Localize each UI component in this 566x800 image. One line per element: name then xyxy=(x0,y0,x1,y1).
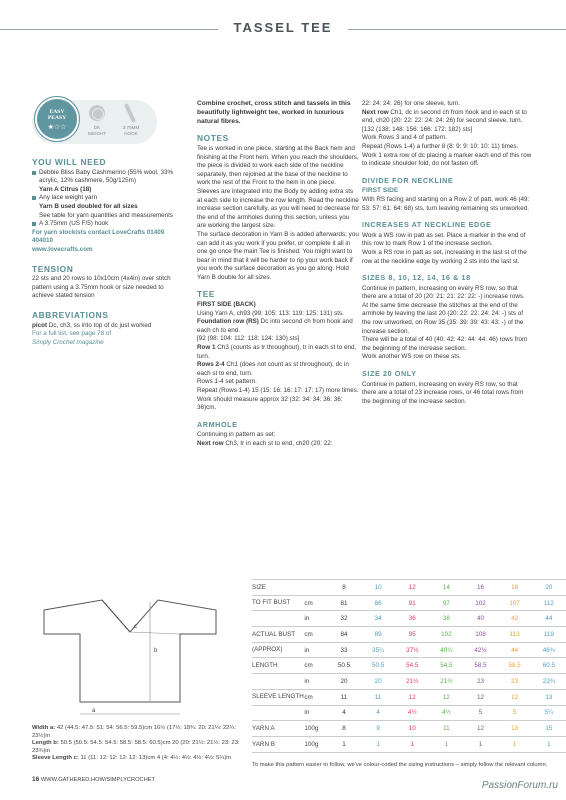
size-table-row xyxy=(252,595,566,611)
size-table-cell: 5 xyxy=(498,705,532,721)
size-table-row xyxy=(252,627,566,643)
size-table-cell: 119 xyxy=(532,627,566,643)
size-table-cell: 13 xyxy=(532,689,566,705)
size-table-cell: 50.5 xyxy=(327,658,361,674)
size-table-cell: 15 xyxy=(532,721,566,737)
first-side-heading: FIRST SIDE (BACK) xyxy=(197,301,256,309)
divide-heading: DIVIDE FOR NECKLINE xyxy=(362,175,454,185)
size-table-cell: 40 xyxy=(463,611,497,627)
tension-heading: TENSION xyxy=(32,263,74,274)
size-table-cell: 23¾ xyxy=(532,674,566,690)
size-table-cell: 84 xyxy=(327,627,361,643)
intro-text: Combine crochet, cross stitch and tassels in this beautifully lightweight tee, worked in luxurious natural fibres. xyxy=(197,100,351,125)
size-table-unit: 100g xyxy=(304,736,327,752)
size-table-cell: 89 xyxy=(361,627,395,643)
size-table-label: ACTUAL BUST xyxy=(252,627,304,643)
size-table-unit: cm xyxy=(304,658,327,674)
measure-b-label: b xyxy=(154,648,158,654)
size-table-cell: 1 xyxy=(463,736,497,752)
title-bar xyxy=(0,20,566,40)
armhole-heading: ARMHOLE xyxy=(197,419,238,429)
size-table-cell: 12 xyxy=(429,689,463,705)
table-note: To make this pattern easier to follow, we've colour-coded the sizing instructions – simply follow the relevant column. xyxy=(252,762,548,768)
size-table-cell: 11 xyxy=(429,721,463,737)
tee-schematic-diagram xyxy=(30,590,230,720)
size-table-row xyxy=(252,705,566,721)
size-table-label: YARN A xyxy=(252,721,304,737)
size-table-cell: 108 xyxy=(463,627,497,643)
size-table-cell: 50.5 xyxy=(361,658,395,674)
sizes-text-2: There will be a total of 40 (40: 42: 42: 44: 44: 46) rows from the beginning of the increase section. xyxy=(362,336,528,352)
first-side-text: With RS facing and starting on a Row 2 of patt, work 46 (49: 53: 57: 61: 64: 68) sts, turn leaving remaining sts unworked. xyxy=(362,195,530,212)
size-table-row xyxy=(252,611,566,627)
size-table-cell: 102 xyxy=(463,595,497,611)
size-table-cell: 16 xyxy=(463,580,497,596)
size-table-unit: 100g xyxy=(304,721,327,737)
tee-heading: TEE xyxy=(197,289,216,300)
size-table-cell: 20 xyxy=(532,580,566,596)
size-table-cell: 5 xyxy=(463,705,497,721)
size-table-cell: 97 xyxy=(429,595,463,611)
size-table-cell: 21½ xyxy=(395,674,429,690)
size-table-cell: 44 xyxy=(532,611,566,627)
size-table-row xyxy=(252,736,566,752)
size-table-cell: 13 xyxy=(498,721,532,737)
website-link[interactable]: www.lovecrafts.com xyxy=(32,245,93,253)
size-table-cell: 35¼ xyxy=(361,642,395,658)
increases-text: Work a WS row in patt as set. Place a marker in the end of this row to mark Row 1 of the increase section. xyxy=(362,231,526,248)
size-table xyxy=(252,579,566,753)
need-item: Debbie Bliss Baby Cashmerino (55% wool, 33% acrylic, 12% cashmere, 50g/125m) xyxy=(32,169,177,186)
size-table-label xyxy=(252,705,304,721)
size-table-row xyxy=(252,658,566,674)
measure-a-label: a xyxy=(92,708,96,714)
size-table-cell: 12 xyxy=(463,689,497,705)
measure-c-line xyxy=(130,632,180,634)
notes-text-2: The surface decoration in Yarn B is added afterwards; you can add it as you work if you prefer, or complete it all in one go once the main Tee is finished. You might want to bear in mind that it will be harder to rip your work back if you work the surface decoration as you go along. Hold Yarn B double for all sizes. xyxy=(197,230,359,281)
size-table-unit: in xyxy=(304,705,327,721)
size-table-unit: cm xyxy=(304,689,327,705)
size-table-cell: 20 xyxy=(327,674,361,690)
size-table-unit: in xyxy=(304,611,327,627)
increases-text-2: Work a RS row in patt as set, increasing in the last st of the row at the neckline edge by working 2 sts into the last st. xyxy=(362,248,527,265)
repeat-text: Repeat (Rows 1-4) 15 (15: 16: 16: 17: 17: 17) more times. Work should measure approx 32 (32: 34: 34: 36: 36: 36)cm. xyxy=(197,387,359,412)
size-table-cell: 102 xyxy=(429,627,463,643)
size-table-cell: 1 xyxy=(429,736,463,752)
yarn-weight-label: DK WEIGHT xyxy=(87,125,107,136)
size-table-row xyxy=(252,642,566,658)
size-table-cell: 33 xyxy=(327,642,361,658)
footer-url: WWW.GATHERED.HOW/SIMPLYCROCHET xyxy=(40,777,155,783)
size-table-cell: 12 xyxy=(395,689,429,705)
skill-level-badge xyxy=(35,97,79,141)
abbreviations-heading: ABBREVIATIONS xyxy=(32,309,109,320)
size-table-cell: 20 xyxy=(361,674,395,690)
measurements-text xyxy=(32,725,247,763)
armhole-text: Continuing in pattern as set: xyxy=(197,431,276,439)
need-item: Any lace weight yarn xyxy=(32,194,177,203)
tee-outline xyxy=(44,600,216,702)
tension-text: 22 sts and 20 rows to 10x10cm (4x4in) over stitch pattern using a 3.75mm hook or size needed to achieve stated tension xyxy=(32,275,171,300)
size-table-label xyxy=(252,611,304,627)
hook-size-label: 3.75MM HOOK xyxy=(122,125,140,136)
size-table-row xyxy=(252,721,566,737)
rows-2-4: Rows 2-4 Ch1 (does not count as st throughout), dc in each st to end, turn. xyxy=(197,361,349,377)
page-title: TASSEL TEE xyxy=(233,20,333,35)
need-item-note: See table for yarn quantities and measurements xyxy=(39,211,174,219)
need-item: A 3.75mm (US F/5) hook xyxy=(32,220,177,229)
size-table-row xyxy=(252,580,566,596)
size-table-cell: 44 xyxy=(498,642,532,658)
size-table-cell: 54.5 xyxy=(395,658,429,674)
next-row: Next row Ch3, tr in each st to end, ch20 (20: 22: xyxy=(197,439,333,447)
row-1: Row 1 Ch3 (counts as tr throughout), tr in each st to end, turn. xyxy=(197,344,357,360)
size-table-cell: 18 xyxy=(498,580,532,596)
badge-line2: PEASY xyxy=(47,115,67,121)
rows-3-4: Work Rows 3 and 4 of pattern. xyxy=(362,134,447,142)
measure-a: Width a: 42 (44.5: 47.5: 51: 54: 56.5: 59.5)cm 16½ (17½: 18¾: 20: 21¼: 22¼: 23½)in xyxy=(32,725,236,739)
need-item-yarn-a: Yarn A Citrus (18) xyxy=(39,185,92,193)
size-table-cell: 8 xyxy=(327,580,361,596)
size-table-cell: 9 xyxy=(361,721,395,737)
page-number: 16 xyxy=(32,776,40,783)
continued-text: 22: 24: 24: 26) for one sleeve, turn. xyxy=(362,100,461,107)
size-table-cell: 12 xyxy=(498,689,532,705)
size-table-cell: 42½ xyxy=(463,642,497,658)
need-item-yarn-b: Yarn B used doubled for all sizes xyxy=(39,202,138,210)
size-table-unit xyxy=(304,580,327,596)
size-table-cell: 5¼ xyxy=(532,705,566,721)
size-table-cell: 11 xyxy=(327,689,361,705)
abbreviation-magazine: Simply Crochet magazine xyxy=(32,338,104,346)
stockists-text: For yarn stockists contact LoveCrafts 01409 404010 xyxy=(32,228,165,245)
size-table-cell: 38 xyxy=(429,611,463,627)
rows-set-pattern: Rows 1-4 set pattern. xyxy=(197,378,257,386)
size-table-cell: 86 xyxy=(361,595,395,611)
size-table-cell: 12 xyxy=(395,580,429,596)
size-table-cell: 23 xyxy=(498,674,532,690)
size-table-cell: 54.5 xyxy=(429,658,463,674)
size-table-cell: 11 xyxy=(361,689,395,705)
size-table-cell: 91 xyxy=(395,595,429,611)
size-table-row xyxy=(252,674,566,690)
notes-heading: NOTES xyxy=(197,133,229,144)
using-text: Using Yarn A, ch93 (99: 105: 113: 119: 125: 131) sts. xyxy=(197,309,344,317)
yarn-ball-icon xyxy=(89,105,105,121)
size-table-unit: cm xyxy=(304,627,327,643)
foundation-row: Foundation row (RS) Dc into second ch from hook and each ch to end. xyxy=(197,318,353,334)
size-table-cell: 81 xyxy=(327,595,361,611)
size-table-cell: 37½ xyxy=(395,642,429,658)
size-table-cell: 8 xyxy=(327,721,361,737)
size-table-cell: 40¼ xyxy=(429,642,463,658)
badge-line1: EASY xyxy=(49,109,65,115)
size-table-cell: 32 xyxy=(327,611,361,627)
size-table-cell: 58.5 xyxy=(498,658,532,674)
page-footer xyxy=(32,776,155,783)
increases-heading: INCREASES AT NECKLINE EDGE xyxy=(362,220,492,230)
measure-c: Sleeve Length c: 11 (11: 12: 12: 12: 12: 13)cm 4 (4: 4½: 4½: 4½: 4½: 5¼)in xyxy=(32,755,231,762)
size-table-row xyxy=(252,689,566,705)
sizes-text: Continue in pattern, increasing on every RS row, so that there are a total of 20 (20: 21: 21: 22: 22: -) increase rows. At the same time decrease the stitches at the end of the armhole by leaving the last 20 (20: 22: 22: 24: 24: -) sts of the row unworked, on Row 35 (35: 39: 39: 43: 43: -) of the increase section. xyxy=(362,284,525,335)
size-table-label: (APPROX) xyxy=(252,642,304,658)
size-table-cell: 107 xyxy=(498,595,532,611)
size-table-cell: 60.5 xyxy=(532,658,566,674)
size-table-label: YARN B xyxy=(252,736,304,752)
size-table-cell: 34 xyxy=(361,611,395,627)
sizes-text-3: Work another WS row on these sts. xyxy=(362,353,461,361)
title-rule-left xyxy=(0,29,218,30)
next-row: Next row Ch1, dc in second ch from hook and in each st to end, ch20 (20: 22: 22: 24: 24: 26) for second sleeve, turn. xyxy=(362,108,527,125)
repeat-text: Repeat (Rows 1-4) a further 8 (8: 9: 9: 10: 10: 11) times. xyxy=(362,142,519,150)
extra-row: Work 1 extra row of dc placing a marker each end of this row to indicate shoulder fold, do not fasten off. xyxy=(362,151,532,168)
need-heading: YOU WILL NEED xyxy=(32,157,107,167)
size-table-cell: 95 xyxy=(395,627,429,643)
abbreviation-entry: picot Dc, ch3, ss into top of dc just worked xyxy=(32,321,152,329)
size-table-cell: 4 xyxy=(361,705,395,721)
size-20-heading: SIZE 20 ONLY xyxy=(362,369,417,379)
foundation-counts: [92 (98: 104: 112: 118: 124: 130) sts] xyxy=(197,335,300,343)
measure-b: Length b: 50.5 (50.5: 54.5: 54.5: 58.5: 58.5: 60.5)cm 20 (20: 21½: 21½: 23: 23: 23¾)in xyxy=(32,740,240,754)
size-20-text: Continue in pattern, increasing on every RS row, so that there are a total of 23 increase rows, or 46 total rows from the beginning of the increase section. xyxy=(362,380,524,405)
title-rule-right xyxy=(348,29,566,30)
size-table-label: LENGTH xyxy=(252,658,304,674)
notes-text: Tee is worked in one piece, starting at the Back hem and finishing at the Front hem. When you reach the shoulders, the piece is divided to work each side of the neckline separately, then rejoined at the base of the neckline to work the rest of the Front to the hem in one piece. Sleeves are integrated into the Body by adding extra sts at each side to increase the row length. Read the neckline increase section carefully, as you will need to decrease for the end of the armholes during this section, unless you are working the largest size. xyxy=(197,144,360,230)
skill-badge-panel xyxy=(32,100,157,144)
abbreviation-more: For a full list, see page 78 of xyxy=(32,330,112,338)
size-table-cell: 4 xyxy=(327,705,361,721)
size-table-label: TO FIT BUST xyxy=(252,595,304,611)
size-table-label: SLEEVE LENGTH xyxy=(252,689,304,705)
size-table-cell: 1 xyxy=(532,736,566,752)
column-3 xyxy=(362,100,532,406)
size-table-cell: 23 xyxy=(463,674,497,690)
crochet-hook-icon xyxy=(124,103,136,123)
size-table-cell: 1 xyxy=(395,736,429,752)
stitch-counts: [132 (138: 148: 156: 166: 172: 182) sts] xyxy=(362,125,473,133)
size-table-cell: 10 xyxy=(361,580,395,596)
measure-c-label: c xyxy=(134,624,137,630)
size-table-cell: 1 xyxy=(327,736,361,752)
size-table-cell: 1 xyxy=(361,736,395,752)
badge-stars: ★☆☆ xyxy=(47,124,67,131)
sizes-heading: SIZES 8, 10, 12, 14, 16 & 18 xyxy=(362,273,471,283)
size-table-cell: 4½ xyxy=(395,705,429,721)
size-table-cell: 4½ xyxy=(429,705,463,721)
size-table-cell: 113 xyxy=(498,627,532,643)
first-side-heading: FIRST SIDE xyxy=(362,187,399,195)
size-table-cell: 21½ xyxy=(429,674,463,690)
size-table-cell: 12 xyxy=(463,721,497,737)
size-table-cell: 58.5 xyxy=(463,658,497,674)
size-table-unit: cm xyxy=(304,595,327,611)
size-table-cell: 36 xyxy=(395,611,429,627)
size-table-label xyxy=(252,674,304,690)
size-table-cell: 1 xyxy=(498,736,532,752)
size-table-cell: 42 xyxy=(498,611,532,627)
watermark: PassionForum.ru xyxy=(481,780,558,791)
size-table-cell: 10 xyxy=(395,721,429,737)
size-table-unit: in xyxy=(304,642,327,658)
neck-line-left xyxy=(102,600,130,632)
size-table-unit: in xyxy=(304,674,327,690)
size-table-label: SIZE xyxy=(252,580,304,596)
size-table-cell: 112 xyxy=(532,595,566,611)
size-table-cell: 14 xyxy=(429,580,463,596)
column-2 xyxy=(197,100,360,449)
column-1 xyxy=(32,158,177,347)
size-table-cell: 46¾ xyxy=(532,642,566,658)
